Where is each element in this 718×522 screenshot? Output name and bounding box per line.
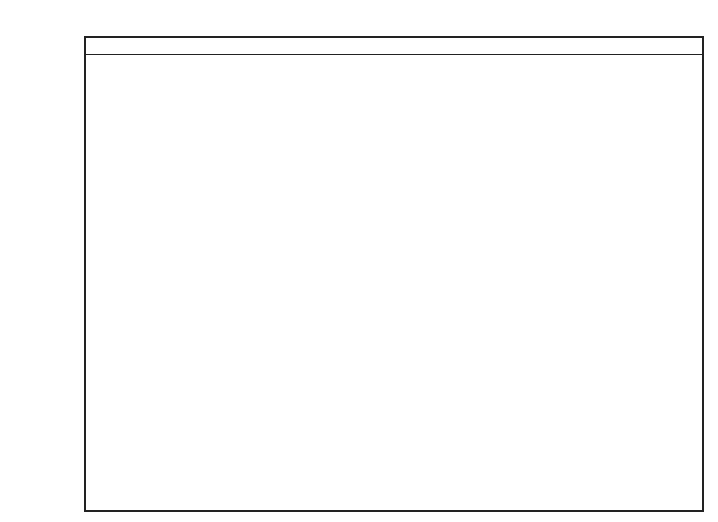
- page-header: [0, 8, 718, 30]
- calendar-table: [84, 36, 704, 512]
